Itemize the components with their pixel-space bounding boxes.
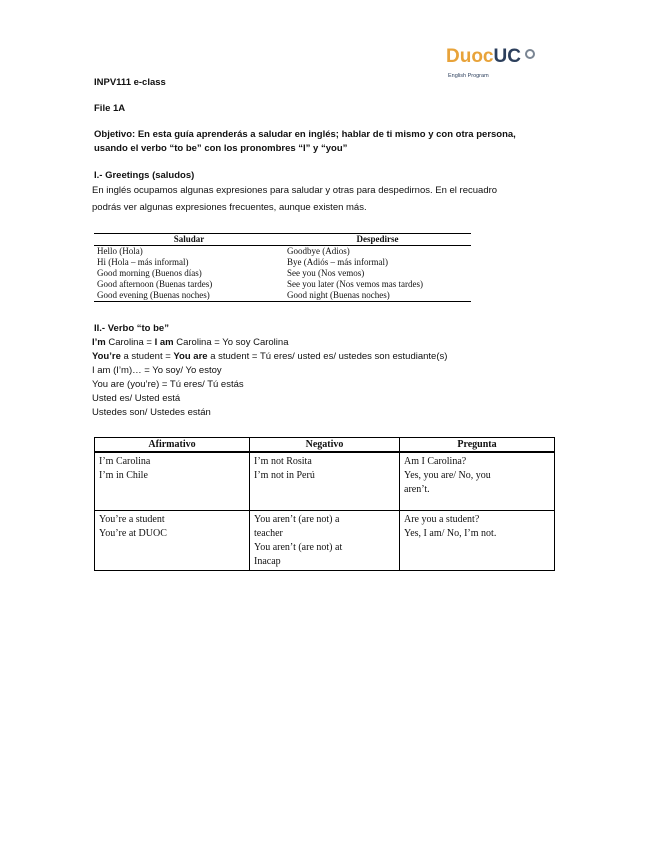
- verb-line-2-mid: a student =: [120, 351, 174, 362]
- verb-line-1-bold-a: I’m: [92, 337, 106, 348]
- greetings-intro-2: podrás ver algunas expresiones frecuentes, aunque existen más.: [92, 202, 367, 213]
- verb-line-4: You are (you’re) = Tú eres/ Tú estás: [92, 379, 244, 390]
- table-row: [94, 279, 471, 290]
- verb-header-afirmativo: Afirmativo: [95, 438, 250, 453]
- verb-table-header: [95, 438, 555, 453]
- afirmativo-cell: [95, 452, 250, 510]
- greetings-heading: I.- Greetings (saludos): [94, 170, 195, 181]
- greetings-header-despedirse: Despedirse: [284, 234, 471, 246]
- objective-text-1: : En esta guía aprenderás a saludar en inglés; hablar de ti mismo y con otra persona,: [132, 129, 516, 140]
- objective-line-2: usando el verbo “to be” con los pronombres “I” y “you”: [94, 143, 348, 154]
- objective-label: Objetivo: [94, 129, 133, 140]
- logo-duoc: Duoc: [446, 46, 494, 67]
- verb-line-1-mid: Carolina =: [105, 337, 155, 348]
- logo-subtitle: English Program: [448, 73, 489, 79]
- table-row: [94, 290, 471, 302]
- cell-line: You’re a student: [99, 513, 165, 525]
- verb-line-1-rest: Carolina = Yo soy Carolina: [173, 337, 289, 348]
- farewell-cell: Good night (Buenas noches): [284, 290, 471, 302]
- verb-line-3: I am (I’m)… = Yo soy/ Yo estoy: [92, 365, 222, 376]
- negativo-cell: [250, 510, 400, 570]
- verb-heading: II.- Verbo “to be”: [94, 323, 169, 334]
- cell-line: I’m Carolina: [99, 456, 151, 467]
- cell-line: You’re at DUOC: [99, 527, 167, 539]
- farewell-cell: See you later (Nos vemos mas tardes): [287, 279, 423, 289]
- verb-line-5: Usted es/ Usted está: [92, 393, 181, 404]
- verb-line-2-bold-b: You are: [173, 351, 208, 362]
- verb-header-pregunta: Pregunta: [400, 438, 555, 453]
- cell-line: I’m in Chile: [99, 470, 148, 481]
- greeting-cell: Hello (Hola): [97, 246, 143, 256]
- cell-line: Inacap: [254, 555, 281, 567]
- table-row: [94, 246, 471, 258]
- pregunta-cell: [400, 510, 555, 570]
- logo-uc: UC: [493, 46, 521, 67]
- verb-line-6: Ustedes son/ Ustedes están: [92, 407, 211, 418]
- cell-line: Are you a student?: [404, 513, 480, 525]
- cell-line: I’m not in Perú: [254, 470, 315, 481]
- verb-header-negativo: Negativo: [250, 438, 400, 453]
- verb-line-1-bold-b: I am: [154, 337, 174, 348]
- logo-circle-icon: [525, 49, 535, 59]
- cell-line: You aren’t (are not) at: [254, 541, 343, 553]
- greeting-cell: Good afternoon (Buenas tardes): [97, 279, 213, 289]
- duoc-uc-logo: [446, 44, 546, 84]
- cell-line: I’m not Rosita: [254, 456, 312, 467]
- greetings-table-header: [94, 234, 471, 246]
- afirmativo-cell: [95, 510, 250, 570]
- file-label: File 1A: [94, 103, 126, 114]
- cell-line: You aren’t (are not) a: [254, 513, 340, 525]
- cell-line: Yes, you are/ No, you: [404, 470, 491, 481]
- table-row: [95, 510, 555, 570]
- negativo-cell: [250, 452, 400, 510]
- verb-line-1: [92, 336, 288, 350]
- farewell-cell: Goodbye (Adios): [287, 246, 350, 256]
- cell-line: Am I Carolina?: [404, 456, 467, 467]
- logo-wordmark: [446, 44, 521, 70]
- verb-line-2-rest: a student = Tú eres/ usted es/ ustedes son estudiante(s): [207, 351, 448, 362]
- pregunta-cell: [400, 452, 555, 510]
- cell-line: Yes, I am/ No, I’m not.: [404, 527, 497, 539]
- greetings-intro-1: En inglés ocupamos algunas expresiones para saludar y otras para despedirnos. En el recuadro: [92, 185, 498, 196]
- farewell-cell: Bye (Adiós – más informal): [287, 257, 388, 267]
- greeting-cell: Good morning (Buenos días): [97, 268, 202, 278]
- verb-line-2-bold-a: You’re: [92, 351, 121, 362]
- greetings-header-saludar: Saludar: [94, 234, 284, 246]
- greetings-table: [94, 233, 471, 302]
- verb-line-2: [92, 350, 447, 364]
- cell-line: aren’t.: [404, 484, 430, 495]
- cell-line: teacher: [254, 527, 283, 539]
- course-title: INPV111 e-class: [94, 77, 166, 88]
- table-row: [95, 452, 555, 510]
- greeting-cell: Hi (Hola – más informal): [97, 257, 189, 267]
- table-row: [94, 257, 471, 268]
- verb-to-be-table: [94, 437, 555, 571]
- farewell-cell: See you (Nos vemos): [287, 268, 365, 278]
- table-row: [94, 268, 471, 279]
- greeting-cell: Good evening (Buenas noches): [94, 290, 284, 302]
- objective-line-1: [94, 128, 516, 142]
